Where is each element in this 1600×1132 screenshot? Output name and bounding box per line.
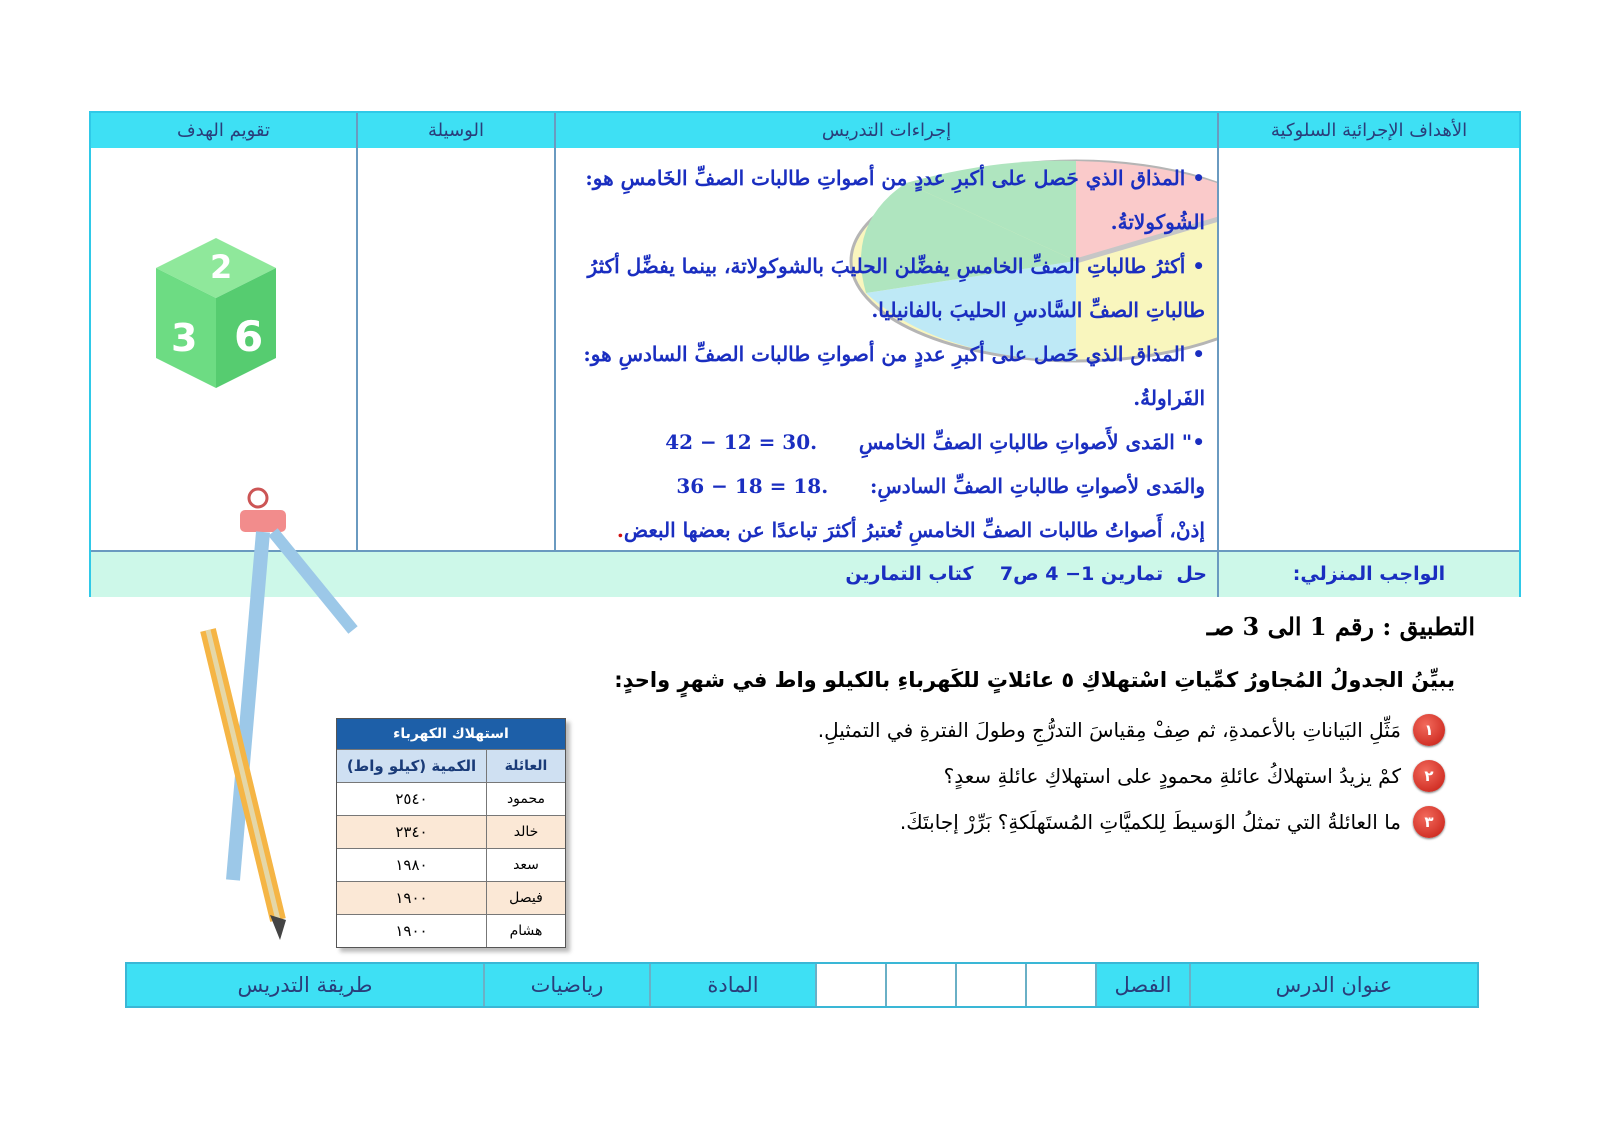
procedure-point-1: • المذاق الذي حَصل على أكبرِ عددٍ من أصواتِ طالبات الصفِّ الخَامسِ هو: الشُوكولاتةُ. [585,166,1205,234]
homework-divider [1217,552,1219,597]
range-line-1 [556,420,1205,464]
family-cell: خالد [486,816,565,848]
question-2 [944,760,1445,792]
range-calc-1: 42 − 12 = 30. [665,430,818,454]
header-tools: الوسيلة [358,113,556,148]
class-label: الفصل [1095,964,1189,1006]
header-procedures: إجراءات التدريس [556,113,1219,148]
procedure-point-3: • المذاق الذي حَصل على أكبرِ عددٍ من أصواتِ طالبات الصفِّ السادسِ هو: الفَراولةُ. [583,342,1205,410]
amount-cell: ١٩٨٠ [395,856,428,874]
family-cell: سعد [486,849,565,881]
class-box-4[interactable] [815,964,885,1006]
table-row [337,848,565,881]
question-1 [818,714,1445,746]
amount-cell: ٢٥٤٠ [395,790,428,808]
electricity-table [336,718,566,948]
range-label-1: •" المَدى لأَصواتِ طالباتِ الصفِّ الخامسِ [858,430,1205,454]
family-cell: فيصل [486,882,565,914]
svg-text:6: 6 [234,312,264,361]
question-number-badge: ٣ [1413,806,1445,838]
amount-cell: ١٩٠٠ [395,889,428,907]
range-calc-2: 36 − 18 = 18. [676,474,829,498]
electricity-table-title: استهلاك الكهرباء [337,719,565,749]
lesson-info-bar [125,962,1479,1008]
conclusion-text: إذنْ، أَصواتُ طالبات الصفِّ الخامسِ تُعتبرُ أكثرَ تباعدًا عن بعضها البعض [623,518,1205,542]
homework-label: الواجب المنزلي: [1292,563,1446,585]
application-intro: يبيِّنُ الجدولُ المُجاورُ كمِّياتِ اسْتهلاكِ ٥ عائلاتٍ للكَهرباءِ بالكيلو واط في شهرٍ واحدٍ: [614,668,1455,692]
table-row [337,815,565,848]
tools-cell [358,148,556,550]
amount-cell: ٢٣٤٠ [395,823,428,841]
family-cell: هشام [486,915,565,947]
teaching-method-label: طريقة التدريس [237,973,373,997]
application-title: التطبيق : رقم 1 الى 3 صـ [1206,612,1475,641]
question-number-badge: ٢ [1413,760,1445,792]
homework-text: حل تمارين 1− 4 ص7 كتاب التمارين [845,563,1207,585]
dice-icon [146,233,286,393]
question-text: كمْ يزيدُ استهلاكُ عائلةِ محمودٍ على استهلاكِ عائلةِ سعدٍ؟ [943,764,1401,788]
procedures-text [556,156,1205,550]
table-row [337,914,565,947]
subject-value: رياضيات [483,964,649,1006]
amount-cell: ١٩٠٠ [395,922,428,940]
col-amount-header: الكمية (كيلو واط) [346,757,477,775]
svg-text:3: 3 [171,316,198,360]
header-evaluation: تقويم الهدف [91,113,358,148]
question-text: مَثِّلِ البَياناتِ بالأعمدةِ، ثم صِفْ مِقياسَ التدرُّجِ وطولَ الفترةِ في التمثيلِ. [817,718,1401,742]
svg-text:2: 2 [210,248,233,286]
electricity-table-header [337,749,565,782]
procedure-point-2: • أكثرُ طالباتِ الصفِّ الخامسِ يفضِّلن الحليبَ بالشوكولاتة، بينما يفضِّل أكثرُ طالباتِ الصفِّ السَّادسِ الحليبَ بالفانيليا. [587,254,1205,322]
class-box-3[interactable] [885,964,955,1006]
family-cell: محمود [486,783,565,815]
procedures-cell [556,148,1219,550]
subject-label: المادة [649,964,815,1006]
table-row [337,782,565,815]
question-3 [900,806,1445,838]
header-objectives: الأهداف الإجرائية السلوكية [1219,113,1519,148]
lesson-title-label: عنوان الدرس [1189,964,1477,1006]
question-text: ما العائلةُ التي تمثلُ الوَسيطَ لِلكميَّاتِ المُستَهلَكةِ؟ بَرِّرْ إجابتَكَ. [899,810,1401,834]
table-row [337,881,565,914]
question-number-badge: ١ [1413,714,1445,746]
conclusion [556,508,1205,550]
conclusion-dot: . [616,518,624,542]
objectives-cell [1219,148,1519,550]
class-box-1[interactable] [1025,964,1095,1006]
col-family-header: العائلة [486,750,565,782]
class-box-2[interactable] [955,964,1025,1006]
range-label-2: والمَدى لأصواتِ طالباتِ الصفِّ السادسِ: [869,474,1205,498]
range-line-2 [556,464,1205,508]
